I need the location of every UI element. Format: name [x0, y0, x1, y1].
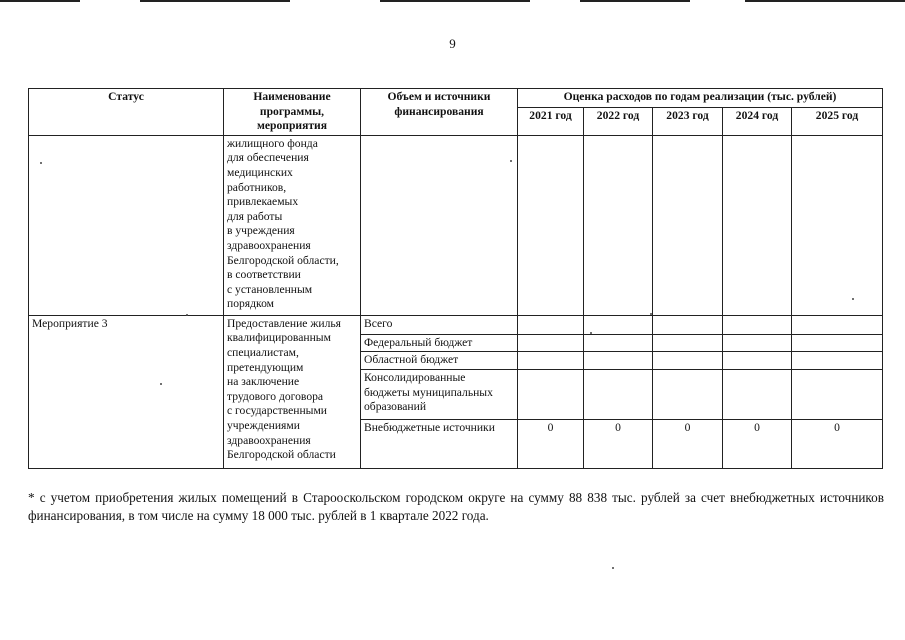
municipal-2021 [518, 369, 584, 419]
extrabudget-2022: 0 [584, 419, 653, 468]
name-line: в соответствии [227, 268, 301, 282]
regional-2021 [518, 352, 584, 370]
name-line: на заключение [227, 375, 300, 389]
federal-2025 [792, 334, 883, 352]
extrabudget-2021: 0 [518, 419, 584, 468]
name-line: с установленным [227, 282, 313, 296]
scan-speck [650, 313, 652, 315]
scan-speck [590, 332, 592, 334]
continuation-funding [361, 135, 518, 315]
name-line: медицинских [227, 165, 293, 179]
federal-2022 [584, 334, 653, 352]
municipal-2022 [584, 369, 653, 419]
regional-2024 [723, 352, 792, 370]
continuation-2023 [653, 135, 723, 315]
federal-2023 [653, 334, 723, 352]
name-line: жилищного фонда [227, 136, 318, 150]
municipal-2024 [723, 369, 792, 419]
name-line: квалифицированным [227, 331, 331, 345]
source-total: Всего [361, 315, 518, 334]
header-funding: Объем и источники финансирования [361, 89, 518, 136]
total-2022 [584, 315, 653, 334]
name-line: привлекаемых [227, 195, 299, 209]
name-line: здравоохранения [227, 238, 311, 252]
continuation-name [224, 135, 361, 315]
name-line: порядком [227, 297, 274, 311]
scan-speck [40, 162, 42, 164]
extrabudget-2025: 0 [792, 419, 883, 468]
scan-edge-line [0, 0, 80, 2]
name-line: для обеспечения [227, 151, 309, 165]
scan-edge-line [580, 0, 690, 2]
name-line: претендующим [227, 360, 304, 374]
continuation-status [29, 135, 224, 315]
header-estimate: Оценка расходов по годам реализации (тыс. рублей) [518, 89, 883, 108]
name-line: Белгородской области, [227, 253, 339, 267]
source-municipal: Консолидированные бюджеты муниципальных образований [361, 369, 518, 419]
name-line: специалистам, [227, 345, 299, 359]
scan-speck [612, 567, 614, 569]
scan-edge-line [140, 0, 290, 2]
extrabudget-2024: 0 [723, 419, 792, 468]
name-line: трудового договора [227, 389, 324, 403]
name-line: здравоохранения [227, 433, 311, 447]
header-year-2025: 2025 год [792, 108, 883, 135]
name-line: работников, [227, 180, 287, 194]
source-regional: Областной бюджет [361, 352, 518, 370]
source-federal: Федеральный бюджет [361, 334, 518, 352]
page-number: 9 [449, 36, 456, 51]
header-program-name: Наименование программы, мероприятия [224, 89, 361, 136]
total-2021 [518, 315, 584, 334]
header-year-2024: 2024 год [723, 108, 792, 135]
continuation-2024 [723, 135, 792, 315]
footnote: * с учетом приобретения жилых помещений в Старооскольском городском округе на сумму 88 838 тыс. рублей за счет внебюджетных источников финансирования, в том числе на сумму 18 000 тыс. рублей в 1 квартале 2022 года. [28, 490, 884, 523]
municipal-2025 [792, 369, 883, 419]
continuation-2021 [518, 135, 584, 315]
continuation-2025 [792, 135, 883, 315]
regional-2023 [653, 352, 723, 370]
source-extrabudget: Внебюджетные источники [361, 419, 518, 468]
municipal-2023 [653, 369, 723, 419]
header-year-2023: 2023 год [653, 108, 723, 135]
name-line: Белгородской области [227, 448, 336, 462]
total-2023 [653, 315, 723, 334]
federal-2024 [723, 334, 792, 352]
measure3-name [224, 315, 361, 468]
scan-speck [852, 298, 854, 300]
header-year-2022: 2022 год [584, 108, 653, 135]
name-line: для работы [227, 209, 283, 223]
scan-edge-line [745, 0, 905, 2]
extrabudget-2023: 0 [653, 419, 723, 468]
name-line: учреждениями [227, 418, 300, 432]
regional-2022 [584, 352, 653, 370]
scan-speck [160, 383, 162, 385]
continuation-row [29, 135, 883, 315]
header-year-2021: 2021 год [518, 108, 584, 135]
scan-edge-line [380, 0, 530, 2]
scan-speck [510, 160, 512, 162]
budget-table [28, 88, 883, 469]
name-line: Предоставление жилья [227, 316, 341, 330]
scan-speck [186, 314, 188, 316]
header-status: Статус [29, 89, 224, 136]
measure3-status: Мероприятие 3 [29, 315, 224, 468]
name-line: с государственными [227, 404, 328, 418]
total-2025 [792, 315, 883, 334]
federal-2021 [518, 334, 584, 352]
measure3-row-total [29, 315, 883, 334]
regional-2025 [792, 352, 883, 370]
name-line: в учреждения [227, 224, 295, 238]
total-2024 [723, 315, 792, 334]
continuation-2022 [584, 135, 653, 315]
